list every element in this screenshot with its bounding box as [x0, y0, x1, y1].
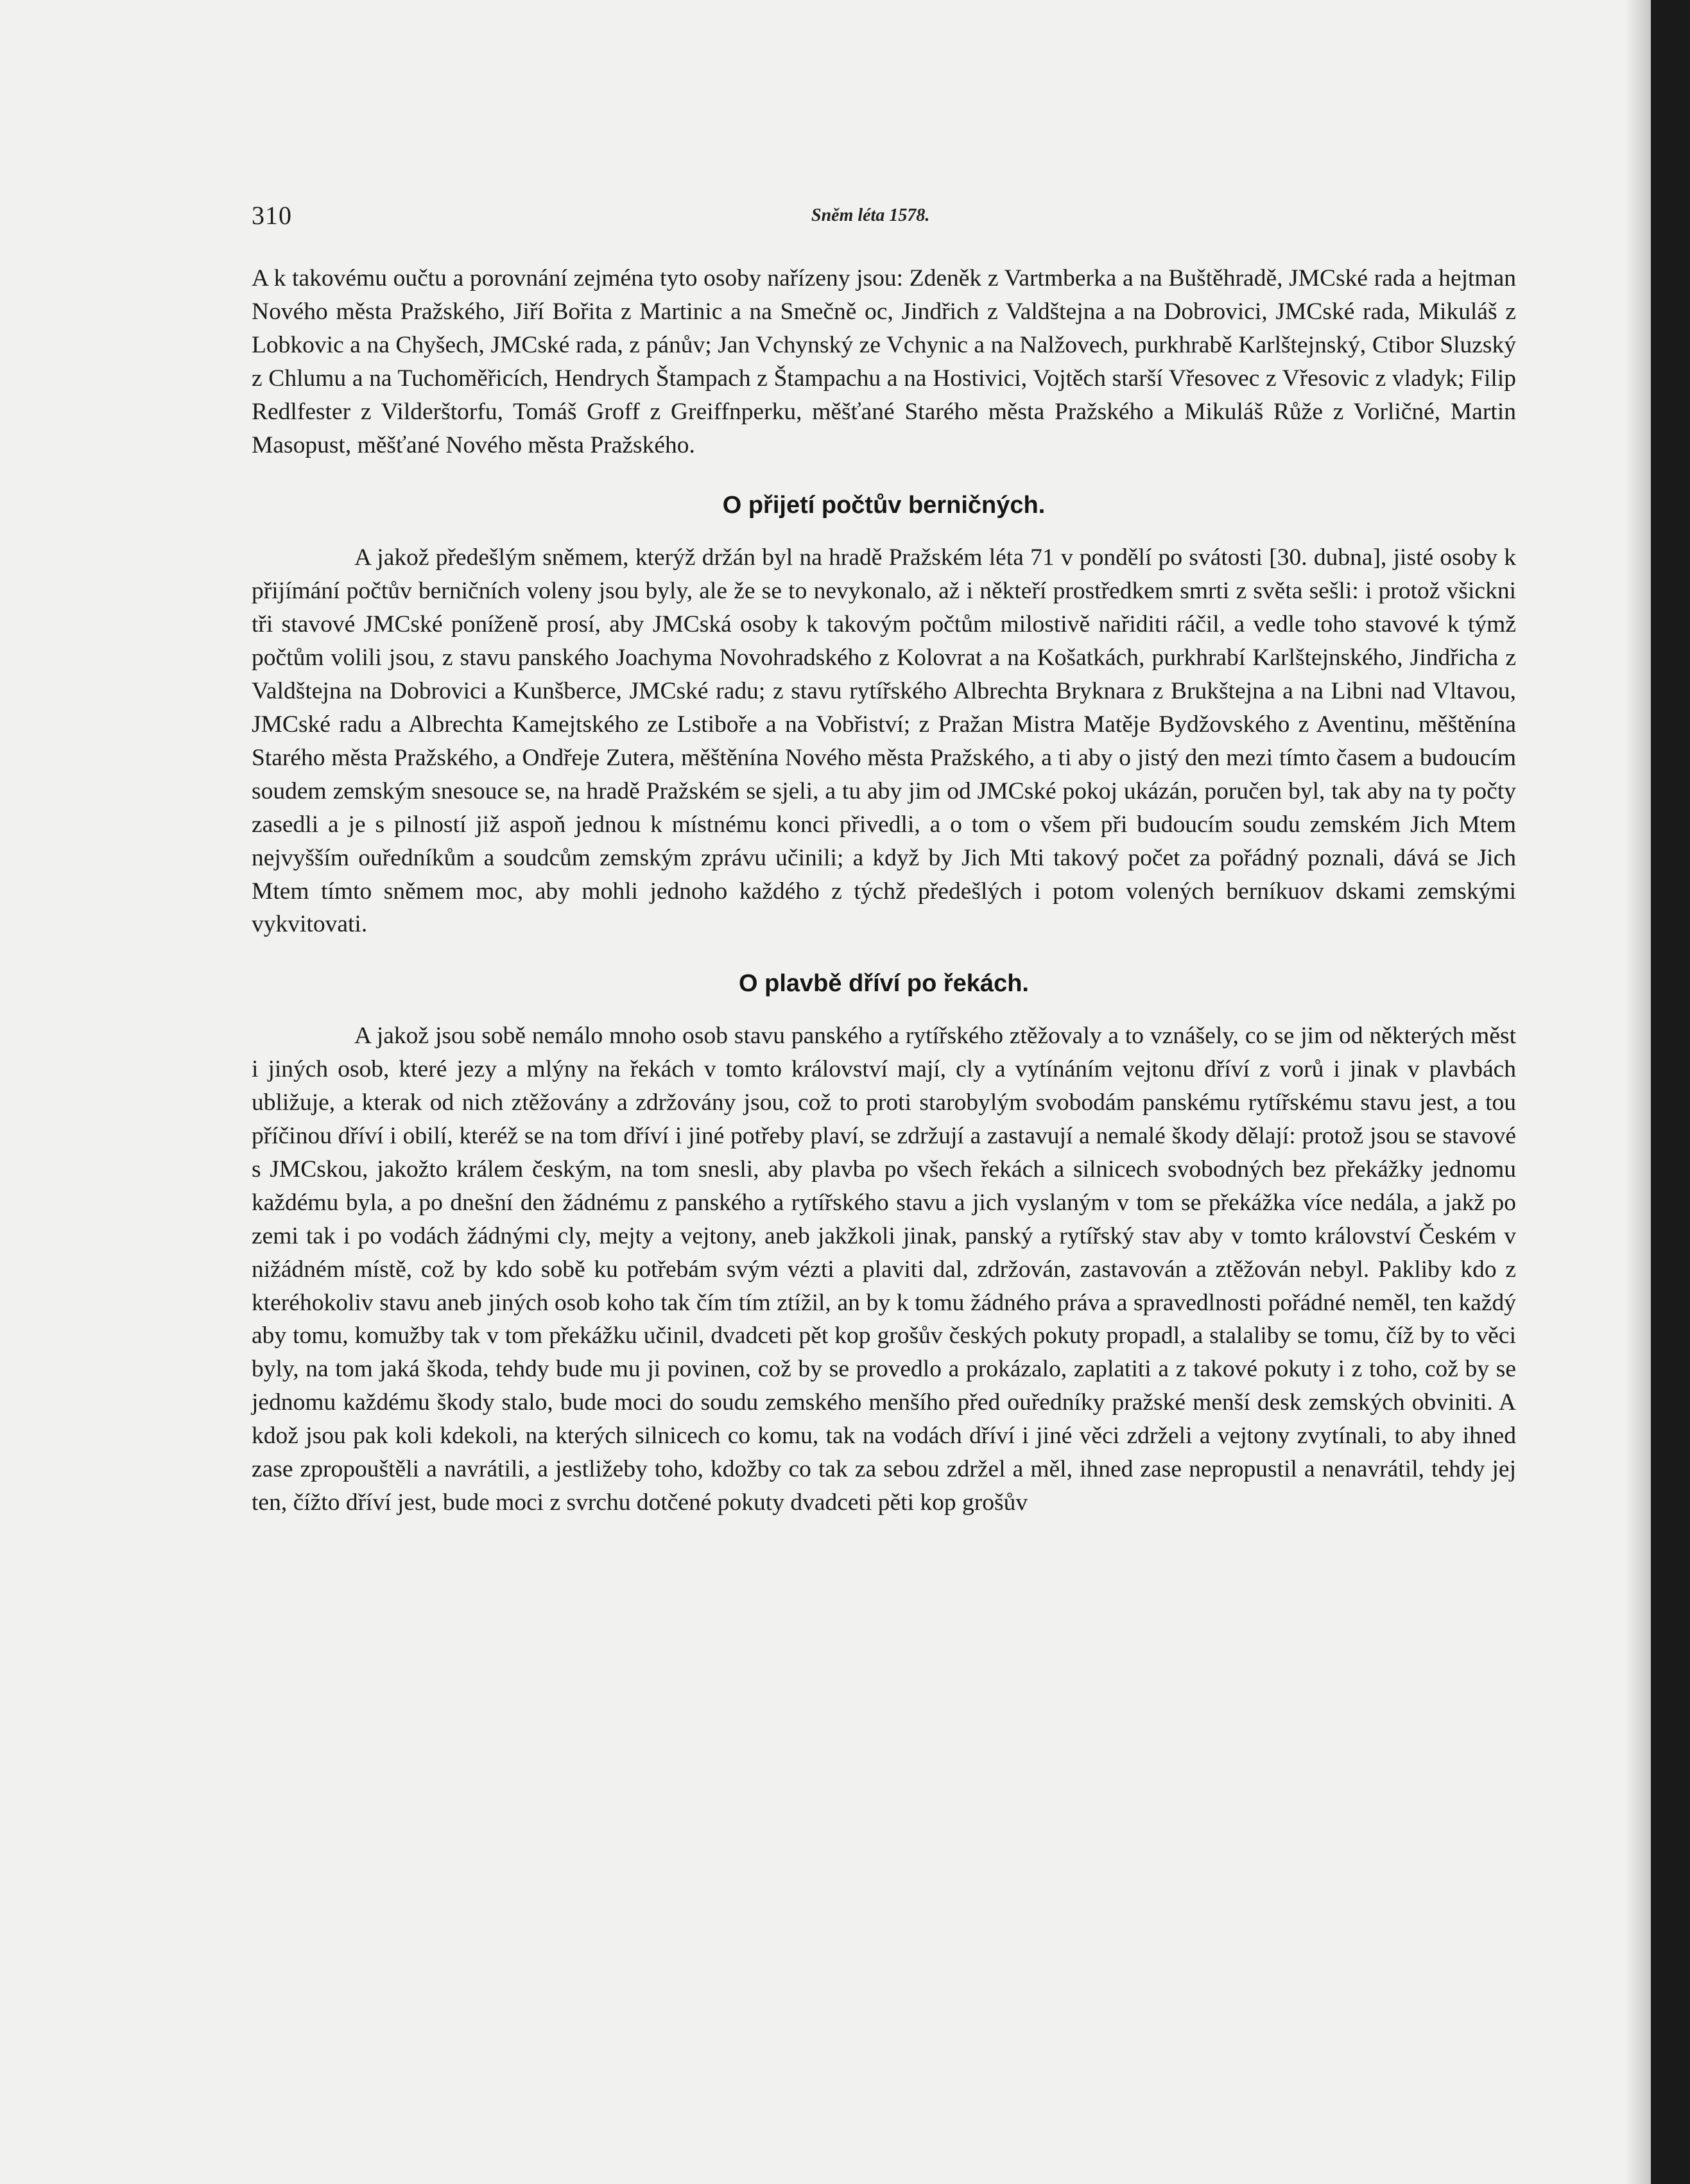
section-heading-pocty: O přijetí počtův berničných.: [722, 492, 1046, 519]
running-head: Sněm léta 1578.: [811, 205, 930, 225]
paragraph-plavba: A jakož jsou sobě nemálo mnoho osob stavu panského a rytířského ztěžovaly a to vznášely, co se jim od některých měst i jiných osob, které jezy a mlýny na řekách v tomto království mají, cly a vytínáním vejtonu dříví z vorů i jinak v plavbách ubližuje, a kterak od nich ztěžovány a zdržovány jsou, což to proti starobylým svobodám panskému rytířskému stavu jest, a tou příčinou dříví i obilí, kteréž se na tom dříví i jiné potřeby plaví, se zdržují a zastavují a nemalé škody dělají: protož jsou se stavové s JMCskou, jakožto králem českým, na tom snesli, aby plavba po všech řekách a silnicech svobodných bez překážky jednomu každému byla, a po dnešní den žádnému z panského a rytířského stavu a jich vyslaným v tom se překážka více nedála, a jakž po zemi tak i po vodách žádnými cly, mejty a vejtony, aneb jakžkoli jinak, panský a rytířský stav aby v tomto království Českém v nižádném místě, což by kdo sobě ku potřebám svým vézti a plaviti dal, zdržován, zastavován a ztěžován nebyl. Pakliby kdo z kteréhokoliv stavu aneb jiných osob koho tak čím tím ztížil, an by k tomu žádného práva a spravedlnosti pořádné neměl, ten každý aby tomu, komužby tak v tom překážku učinil, dvadceti pět kop grošův českých pokuty propadl, a stalaliby se tomu, číž by to věci byly, na tom jaká škoda, tehdy bude mu ji povinen, což by se provedlo a prokázalo, zaplatiti a z takové pokuty i z toho, což by se jednomu každému škody stalo, bude moci do soudu zemského menšího před ouředníky pražské menší desk zemských obviniti. A kdož jsou pak koli kdekoli, na kterých silnicech co komu, tak na vodách dříví i jiné věci zdrželi a vejtony zvytínali, to aby ihned zase zpropouštěli a navrátili, a jestližeby toho, kdožby co tak za sebou zdržel a měl, ihned zase nepropustil a nenavrátil, tehdy jej ten, čížto dříví jest, bude moci z svrchu dotčené pokuty dvadceti pěti kop grošův: [252, 1023, 1516, 1516]
paragraph-oucet: A k takovému oučtu a porovnání zejména tyto osoby nařízeny jsou: Zdeněk z Vartmberka a na Buštěhradě, JMCské rada a hejtman Nového města Pražského, Jiří Bořita z Martinic a na Smečně oc, Jindřich z Valdštejna a na Dobrovici, JMCské rada, Mikuláš z Lobkovic a na Chyšech, JMCské rada, z pánův; Jan Vchynský ze Vchynic a na Nalžovech, purkhrabě Karlštejnský, Ctibor Sluzský z Chlumu a na Tuchoměřicích, Hendrych Štampach z Štampachu a na Hostivici, Vojtěch starší Vřesovec z Vřesovic z vladyk; Filip Redlfester z Vilderštorfu, Tomáš Groff z Greiffnperku, měšťané Starého města Pražského a Mikuláš Růže z Vorličné, Martin Masopust, měšťané Nového města Pražského.: [252, 265, 1516, 458]
page-body: [252, 262, 1516, 1520]
section-heading-plavba: O plavbě dříví po řekách.: [739, 970, 1029, 998]
page-number: 310: [252, 201, 292, 230]
paragraph-pocty: A jakož předešlým sněmem, kterýž držán byl na hradě Pražském léta 71 v pondělí po svátosti [30. dubna], jisté osoby k přijímání počtův berničních voleny jsou byly, ale že se to nevykonalo, až i někteří prostředkem smrti z světa sešli: i protož všickni tři stavové JMCské poníženě prosí, aby JMCská osoby k takovým počtům milostivě nařiditi ráčil, a vedle toho stavové k týmž počtům volili jsou, z stavu panského Joachyma Novohradského z Kolovrat a na Košatkách, purkhrabí Karlštejnského, Jindřicha z Valdštejna na Dobrovici a Kunšberce, JMCské radu; z stavu rytířského Albrechta Bryknara z Brukštejna a na Libni nad Vltavou, JMCské radu a Albrechta Kamejtského ze Lstiboře a na Vobřiství; z Pražan Mistra Matěje Bydžovského z Aventinu, měštěnína Starého města Pražského, a Ondřeje Zutera, měštěnína Nového města Pražského, a ti aby o jistý den mezi tímto časem a budoucím soudem zemským snesouce se, na hradě Pražském se sjeli, a tu aby jim od JMCské pokoj ukázán, poručen byl, tak aby na ty počty zasedli a je s pilností již aspoň jednou k místnému konci přivedli, a o tom o všem při budoucím soudu zemském Jich Mtem nejvyšším ouředníkům a soudcům zemským zprávu učinili; a když by Jich Mti takový počet za pořádný poznali, dává se Jich Mtem tímto sněmem moc, aby mohli jednoho každého z týchž předešlých i potom volených berníkuov dskami zemskými vykvitovati.: [252, 544, 1516, 938]
page-header: [252, 200, 1516, 239]
page-edge-shadow: [1625, 0, 1651, 2184]
